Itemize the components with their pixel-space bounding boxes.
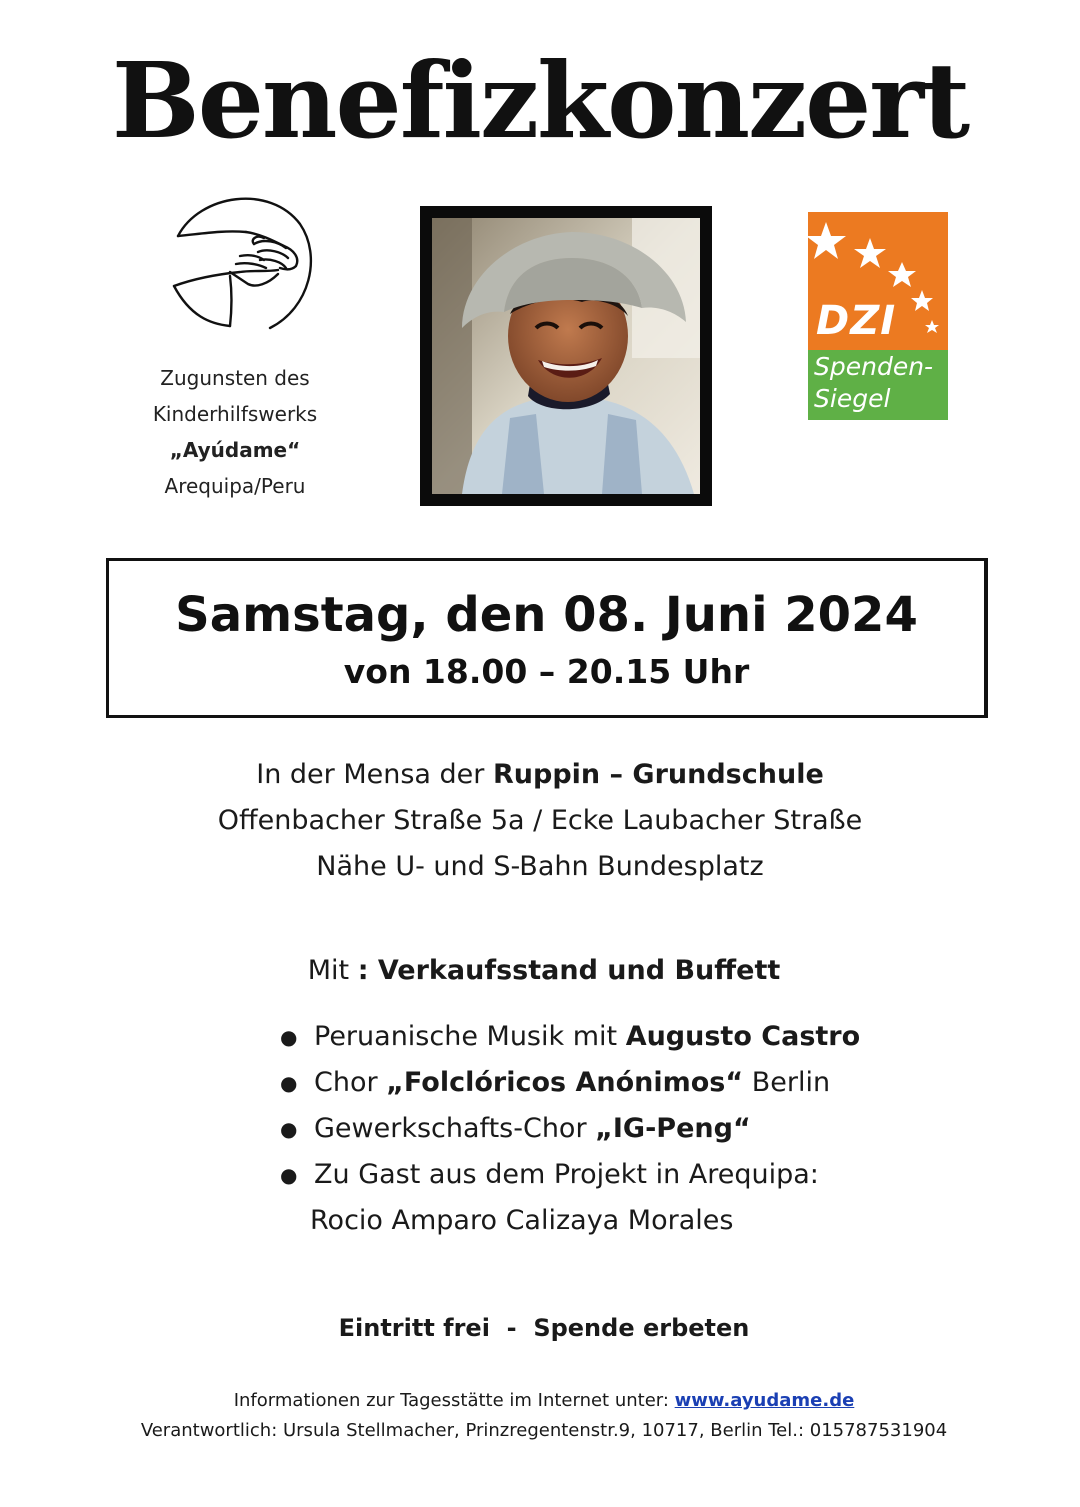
bullet-icon: ● (280, 1163, 298, 1187)
event-date: Samstag, den 08. Juni 2024 (175, 587, 918, 643)
info-prefix: Informationen zur Tagesstätte im Internet unter: (233, 1390, 675, 1411)
program-list (280, 1014, 980, 1244)
list-item (280, 1152, 980, 1198)
item-1-prefix: Peruanische Musik mit (314, 1021, 626, 1052)
caption-org-name: „Ayúdame“ (169, 438, 301, 462)
helping-hand-logo-icon (160, 188, 316, 338)
bullet-icon: ● (280, 1025, 298, 1049)
website-link[interactable]: www.ayudame.de (674, 1390, 855, 1411)
venue-line-1 (0, 752, 1080, 798)
seal-line-2: Siegel (814, 384, 891, 413)
item-3-bold: „IG-Peng“ (595, 1113, 751, 1144)
seal-line-1: Spenden- (814, 352, 934, 381)
bullet-icon: ● (280, 1117, 298, 1141)
item-1-bold: Augusto Castro (625, 1021, 861, 1052)
list-item-continuation (280, 1198, 980, 1244)
list-item (280, 1060, 980, 1106)
info-line (0, 1386, 1080, 1416)
bullet-icon: ● (280, 1071, 298, 1095)
list-item (280, 1106, 980, 1152)
venue-prefix: In der Mensa der (256, 759, 493, 790)
item-2-prefix: Chor (314, 1067, 387, 1098)
smiling-child-photo (432, 218, 700, 494)
item-3-prefix: Gewerkschafts-Chor (314, 1113, 596, 1144)
responsible-line: Verantwortlich: Ursula Stellmacher, Prinzregentenstr.9, 10717, Berlin Tel.: 015787531904 (140, 1420, 948, 1441)
caption-line-4: Arequipa/Peru (164, 474, 306, 498)
extras-prefix: Mit (307, 955, 358, 986)
photo-frame (420, 206, 712, 506)
extras-line (0, 948, 1080, 994)
venue-line-3: Nähe U- und S-Bahn Bundesplatz (316, 851, 764, 882)
item-2-bold: „Folclóricos Anónimos“ (386, 1067, 744, 1098)
seal-abbr: DZI (816, 298, 897, 344)
item-4-guest-name: Rocio Amparo Calizaya Morales (310, 1205, 734, 1236)
list-item (280, 1014, 980, 1060)
caption-line-1: Zugunsten des (160, 366, 310, 390)
page-title: Benefizkonzert (111, 39, 969, 162)
venue-school: Ruppin – Grundschule (492, 759, 824, 790)
dzi-donation-seal (808, 212, 948, 420)
item-2-suffix: Berlin (743, 1067, 831, 1098)
extras-bold: : Verkaufsstand und Buffett (357, 955, 781, 986)
item-4: Zu Gast aus dem Projekt in Arequipa: (314, 1159, 819, 1190)
beneficiary-caption (110, 360, 360, 504)
child-photo-illustration (432, 218, 700, 494)
caption-line-2: Kinderhilfswerks (152, 402, 318, 426)
entry-note: Eintritt frei - Spende erbeten (338, 1314, 750, 1342)
venue-block (0, 752, 1080, 890)
event-time: von 18.00 – 20.15 Uhr (343, 652, 750, 691)
venue-line-2: Offenbacher Straße 5a / Ecke Laubacher Straße (217, 805, 863, 836)
event-date-box (106, 558, 988, 718)
